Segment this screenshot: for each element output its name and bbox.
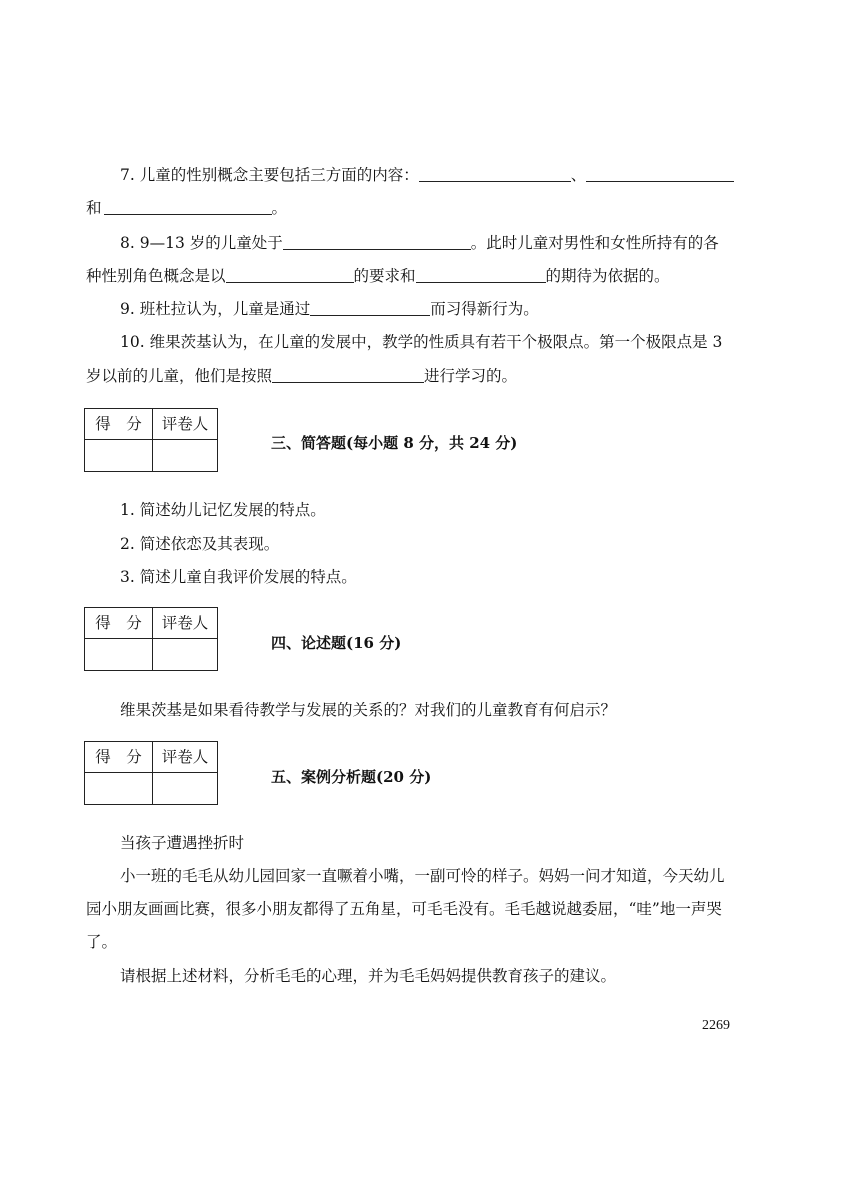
question-9: 9. 班杜拉认为，儿童是通过 而习得新行为。 [120,300,539,318]
blank[interactable] [416,267,546,283]
question-8-cont: 种性别角色概念是以 的要求和 的期待为依据的。 [86,267,670,285]
blank[interactable] [272,367,424,383]
question-7: 7. 儿童的性别概念主要包括三方面的内容： 、 [120,163,734,185]
score-cell[interactable] [85,440,153,471]
blank[interactable] [310,300,430,316]
score-header: 得 分 [85,608,153,639]
section-4-title: 四、论述题(16 分) [271,634,402,652]
score-table [84,741,218,805]
question-10-cont: 岁以前的儿童，他们是按照 进行学习的。 [86,367,518,385]
question-8: 8. 9—13 岁的儿童处于 。此时儿童对男性和女性所持有的各 [120,234,719,252]
case-instruction: 请根据上述材料，分析毛毛的心理，并为毛毛妈妈提供教育孩子的建议。 [120,967,617,985]
section-3-question-2: 2. 简述依恋及其表现。 [120,535,280,553]
grader-cell[interactable] [153,639,217,670]
score-cell[interactable] [85,639,153,670]
section-3-question-3: 3. 简述儿童自我评价发展的特点。 [120,568,357,586]
section-4-question: 维果茨基是如果看待教学与发展的关系的？对我们的儿童教育有何启示？ [120,701,617,719]
grader-cell[interactable] [153,773,217,804]
section-3-question-1: 1. 简述幼儿记忆发展的特点。 [120,501,326,519]
blank[interactable] [283,234,471,250]
score-table [84,607,218,671]
section-5-title: 五、案例分析题(20 分) [271,768,432,786]
question-10: 10. 维果茨基认为，在儿童的发展中，教学的性质具有若干个极限点。第一个极限点是 3 [120,333,723,351]
grader-cell[interactable] [153,440,217,471]
blank[interactable] [586,166,734,182]
score-header: 得 分 [85,409,153,440]
grader-header: 评卷人 [153,409,217,440]
score-header: 得 分 [85,742,153,773]
case-paragraph-line: 了。 [86,933,118,951]
case-paragraph-line: 小一班的毛毛从幼儿园回家一直噘着小嘴，一副可怜的样子。妈妈一问才知道，今天幼儿 [120,867,725,885]
grader-header: 评卷人 [153,608,217,639]
section-3-title: 三、简答题(每小题 8 分，共 24 分) [271,434,518,452]
blank[interactable] [104,199,272,215]
question-7-cont: 和 。 [86,199,288,217]
page-number: 2269 [702,1018,730,1033]
blank[interactable] [226,267,354,283]
blank[interactable] [419,166,571,182]
score-cell[interactable] [85,773,153,804]
case-paragraph-line: 园小朋友画画比赛，很多小朋友都得了五角星，可毛毛没有。毛毛越说越委屈，“哇”地一声哭 [86,900,722,918]
case-title: 当孩子遭遇挫折时 [120,834,245,852]
score-table [84,408,218,472]
grader-header: 评卷人 [153,742,217,773]
